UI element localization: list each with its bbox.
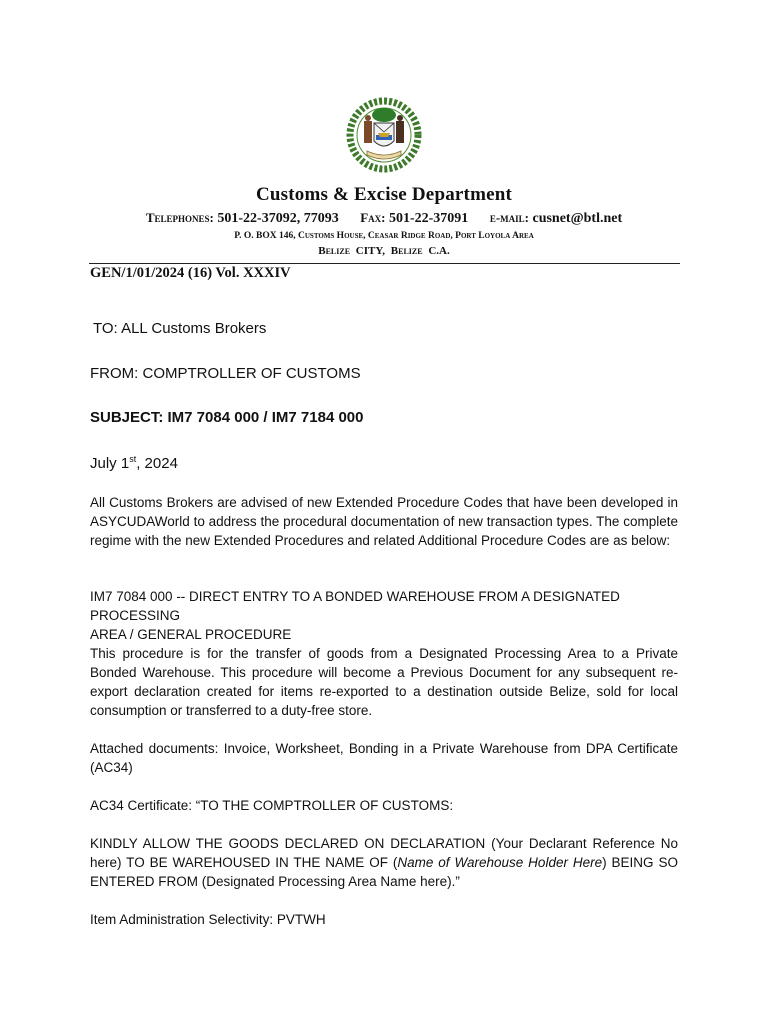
memo-subject: SUBJECT: IM7 7084 000 / IM7 7184 000 (90, 409, 364, 426)
telephone-numbers: 501-22-37092, 77093 (217, 211, 339, 226)
email-label: e-mail: (489, 210, 529, 225)
header-divider (89, 263, 680, 264)
procedure-heading (90, 587, 678, 644)
fax-number: 501-22-37091 (388, 211, 469, 226)
certificate-text-part1: KINDLY ALLOW THE GOODS DECLARED ON DECLARATION (Your Declarant Reference No here) TO BE WAREHOUSED IN THE NAME OF ( (90, 836, 678, 870)
reference-number: GEN/1/01/2024 (16) Vol. XXXIV (90, 265, 291, 281)
memo-date (90, 454, 178, 472)
certificate-text-italic: Name of Warehouse Holder Here (397, 855, 603, 870)
postal-address: P. O. BOX 146, Customs House, Ceasar Ridge Road, Port Loyola Area (234, 231, 534, 241)
body-paragraph-attachments: Attached documents: Invoice, Worksheet, Bonding in a Private Warehouse from DPA Certificate (AC34) (90, 741, 678, 775)
date-ordinal: st (129, 454, 137, 464)
belize-coat-of-arms-icon (345, 93, 423, 177)
selectivity-line: Item Administration Selectivity: PVTWH (90, 912, 326, 927)
telephones-label: Telephones: (145, 210, 214, 225)
date-year: , 2024 (136, 455, 178, 472)
memo-from: FROM: COMPTROLLER OF CUSTOMS (90, 365, 361, 382)
certificate-text (90, 834, 678, 891)
department-title: Customs & Excise Department (255, 184, 513, 205)
procedure-heading-line2: AREA / GENERAL PROCEDURE (90, 627, 292, 642)
email-address: cusnet@btl.net (532, 211, 623, 226)
certificate-text-part2: ) BEING SO ENTERED FROM (Designated Processing Area Name here).” (90, 855, 678, 889)
procedure-heading-line1: IM7 7084 000 -- DIRECT ENTRY TO A BONDED WAREHOUSE FROM A DESIGNATED PROCESSING (90, 589, 620, 623)
date-prefix: July 1 (90, 455, 130, 472)
fax-label: Fax: (360, 210, 386, 225)
certificate-label: AC34 Certificate: “TO THE COMPTROLLER OF CUSTOMS: (90, 798, 454, 813)
memo-to: TO: ALL Customs Brokers (93, 320, 267, 337)
city-line: Belize CITY, Belize C.A. (318, 245, 450, 257)
contact-line (0, 210, 768, 227)
body-paragraph-procedure: This procedure is for the transfer of goods from a Designated Processing Area to a Private Bonded Warehouse. This procedure will become a Previous Document for any subsequent re-export declaration created for items re-exported to a destination outside Belize, sold for local consumption or transferred to a duty-free store. (90, 646, 678, 718)
body-paragraph-intro: All Customs Brokers are advised of new Extended Procedure Codes that have been developed in ASYCUDAWorld to address the procedural documentation of new transaction types. The complete regime with the new Extended Procedures and related Additional Procedure Codes are as below: (90, 495, 678, 548)
